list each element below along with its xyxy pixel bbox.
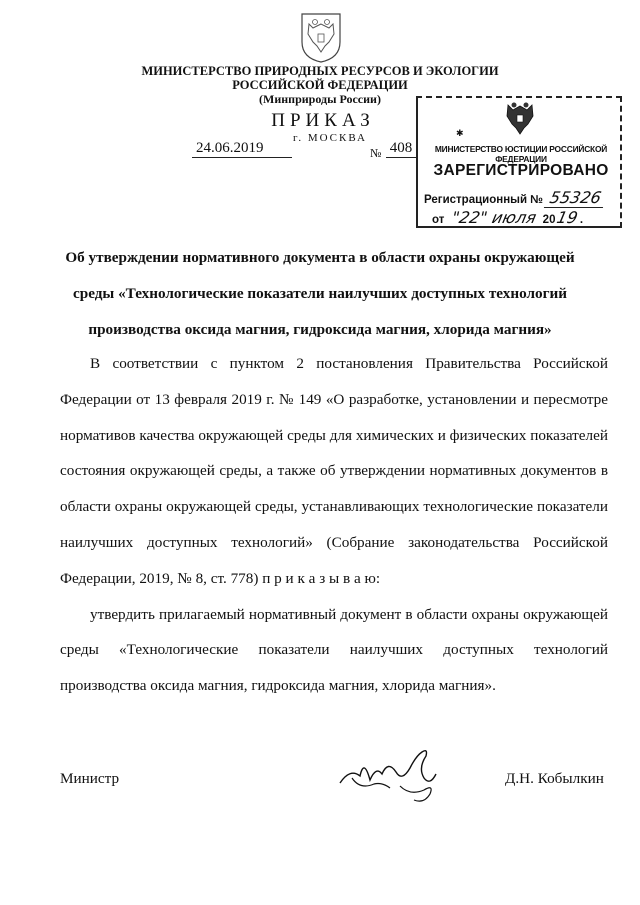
signatory-position: Министр [60, 770, 120, 787]
order-title: ПРИКАЗ [271, 110, 375, 131]
stamp-date-line: от "22" июля 2019. [432, 208, 584, 227]
title-line2: среды «Технологические показатели наилучших доступных технологий [73, 285, 567, 302]
title-line3: производства оксида магния, гидроксида магния, хлорида магния» [88, 321, 552, 338]
coat-of-arms-icon [299, 12, 343, 64]
title-line1: Об утверждении нормативного документа в области охраны окружающей [65, 249, 575, 266]
document-body [60, 346, 608, 704]
ministry-line1: МИНИСТЕРСТВО ПРИРОДНЫХ РЕСУРСОВ И ЭКОЛОГИИ [141, 64, 499, 78]
stamp-date-prefix: от [432, 214, 445, 226]
stamp-year: 19 [553, 208, 582, 228]
signature-icon [330, 738, 450, 808]
stamp-reg-label: Регистрационный № [424, 194, 544, 206]
ministry-short: (Минприроды России) [259, 92, 381, 106]
stamp-emblem-icon [502, 100, 538, 140]
order-number: 408 [386, 140, 416, 158]
stamp-mark-icon: ✱ [456, 128, 464, 138]
stamp-date: "22" июля [445, 208, 541, 228]
body-paragraph-2: утвердить прилагаемый нормативный документ в области охраны окружающей среды «Технологические показатели наилучших доступных технологий производства оксида магния, гидроксида магния, хлорида магния». [60, 605, 608, 695]
document-title [60, 240, 580, 348]
ministry-line2: РОССИЙСКОЙ ФЕДЕРАЦИИ [232, 78, 408, 92]
order-number-label: № [370, 146, 382, 160]
registration-stamp [416, 96, 622, 228]
order-word-spaced: п р и к а з ы в а ю: [262, 569, 381, 587]
stamp-reg-number: 55326 [544, 188, 607, 208]
body-paragraph-1-main: В соответствии с пунктом 2 постановления Правительства Российской Федерации от 13 февраля 2019 г. № 149 «О разработке, установлении и пересмотре нормативов качества окружающей среды для химических и физических показателей состояния окружающей среды, а также об утверждении нормативных документов в области охраны окружающей среды, устанавливающих технологические показатели наилучших доступных технологий» (Собрание законодательства Российской Федерации, 2019, № 8, ст. 778) [60, 355, 608, 587]
stamp-registered: ЗАРЕГИСТРИРОВАНО [433, 162, 609, 179]
stamp-registration-line [424, 188, 605, 208]
order-date: 24.06.2019 [192, 140, 292, 158]
stamp-year-prefix: 20 [542, 214, 556, 226]
signatory-name: Д.Н. Кобылкин [505, 770, 604, 787]
body-paragraph-1 [60, 346, 608, 597]
stamp-ministry: МИНИСТЕРСТВО ЮСТИЦИИ РОССИЙСКОЙ ФЕДЕРАЦИИ [434, 144, 608, 164]
city: г. МОСКВА [293, 132, 367, 144]
